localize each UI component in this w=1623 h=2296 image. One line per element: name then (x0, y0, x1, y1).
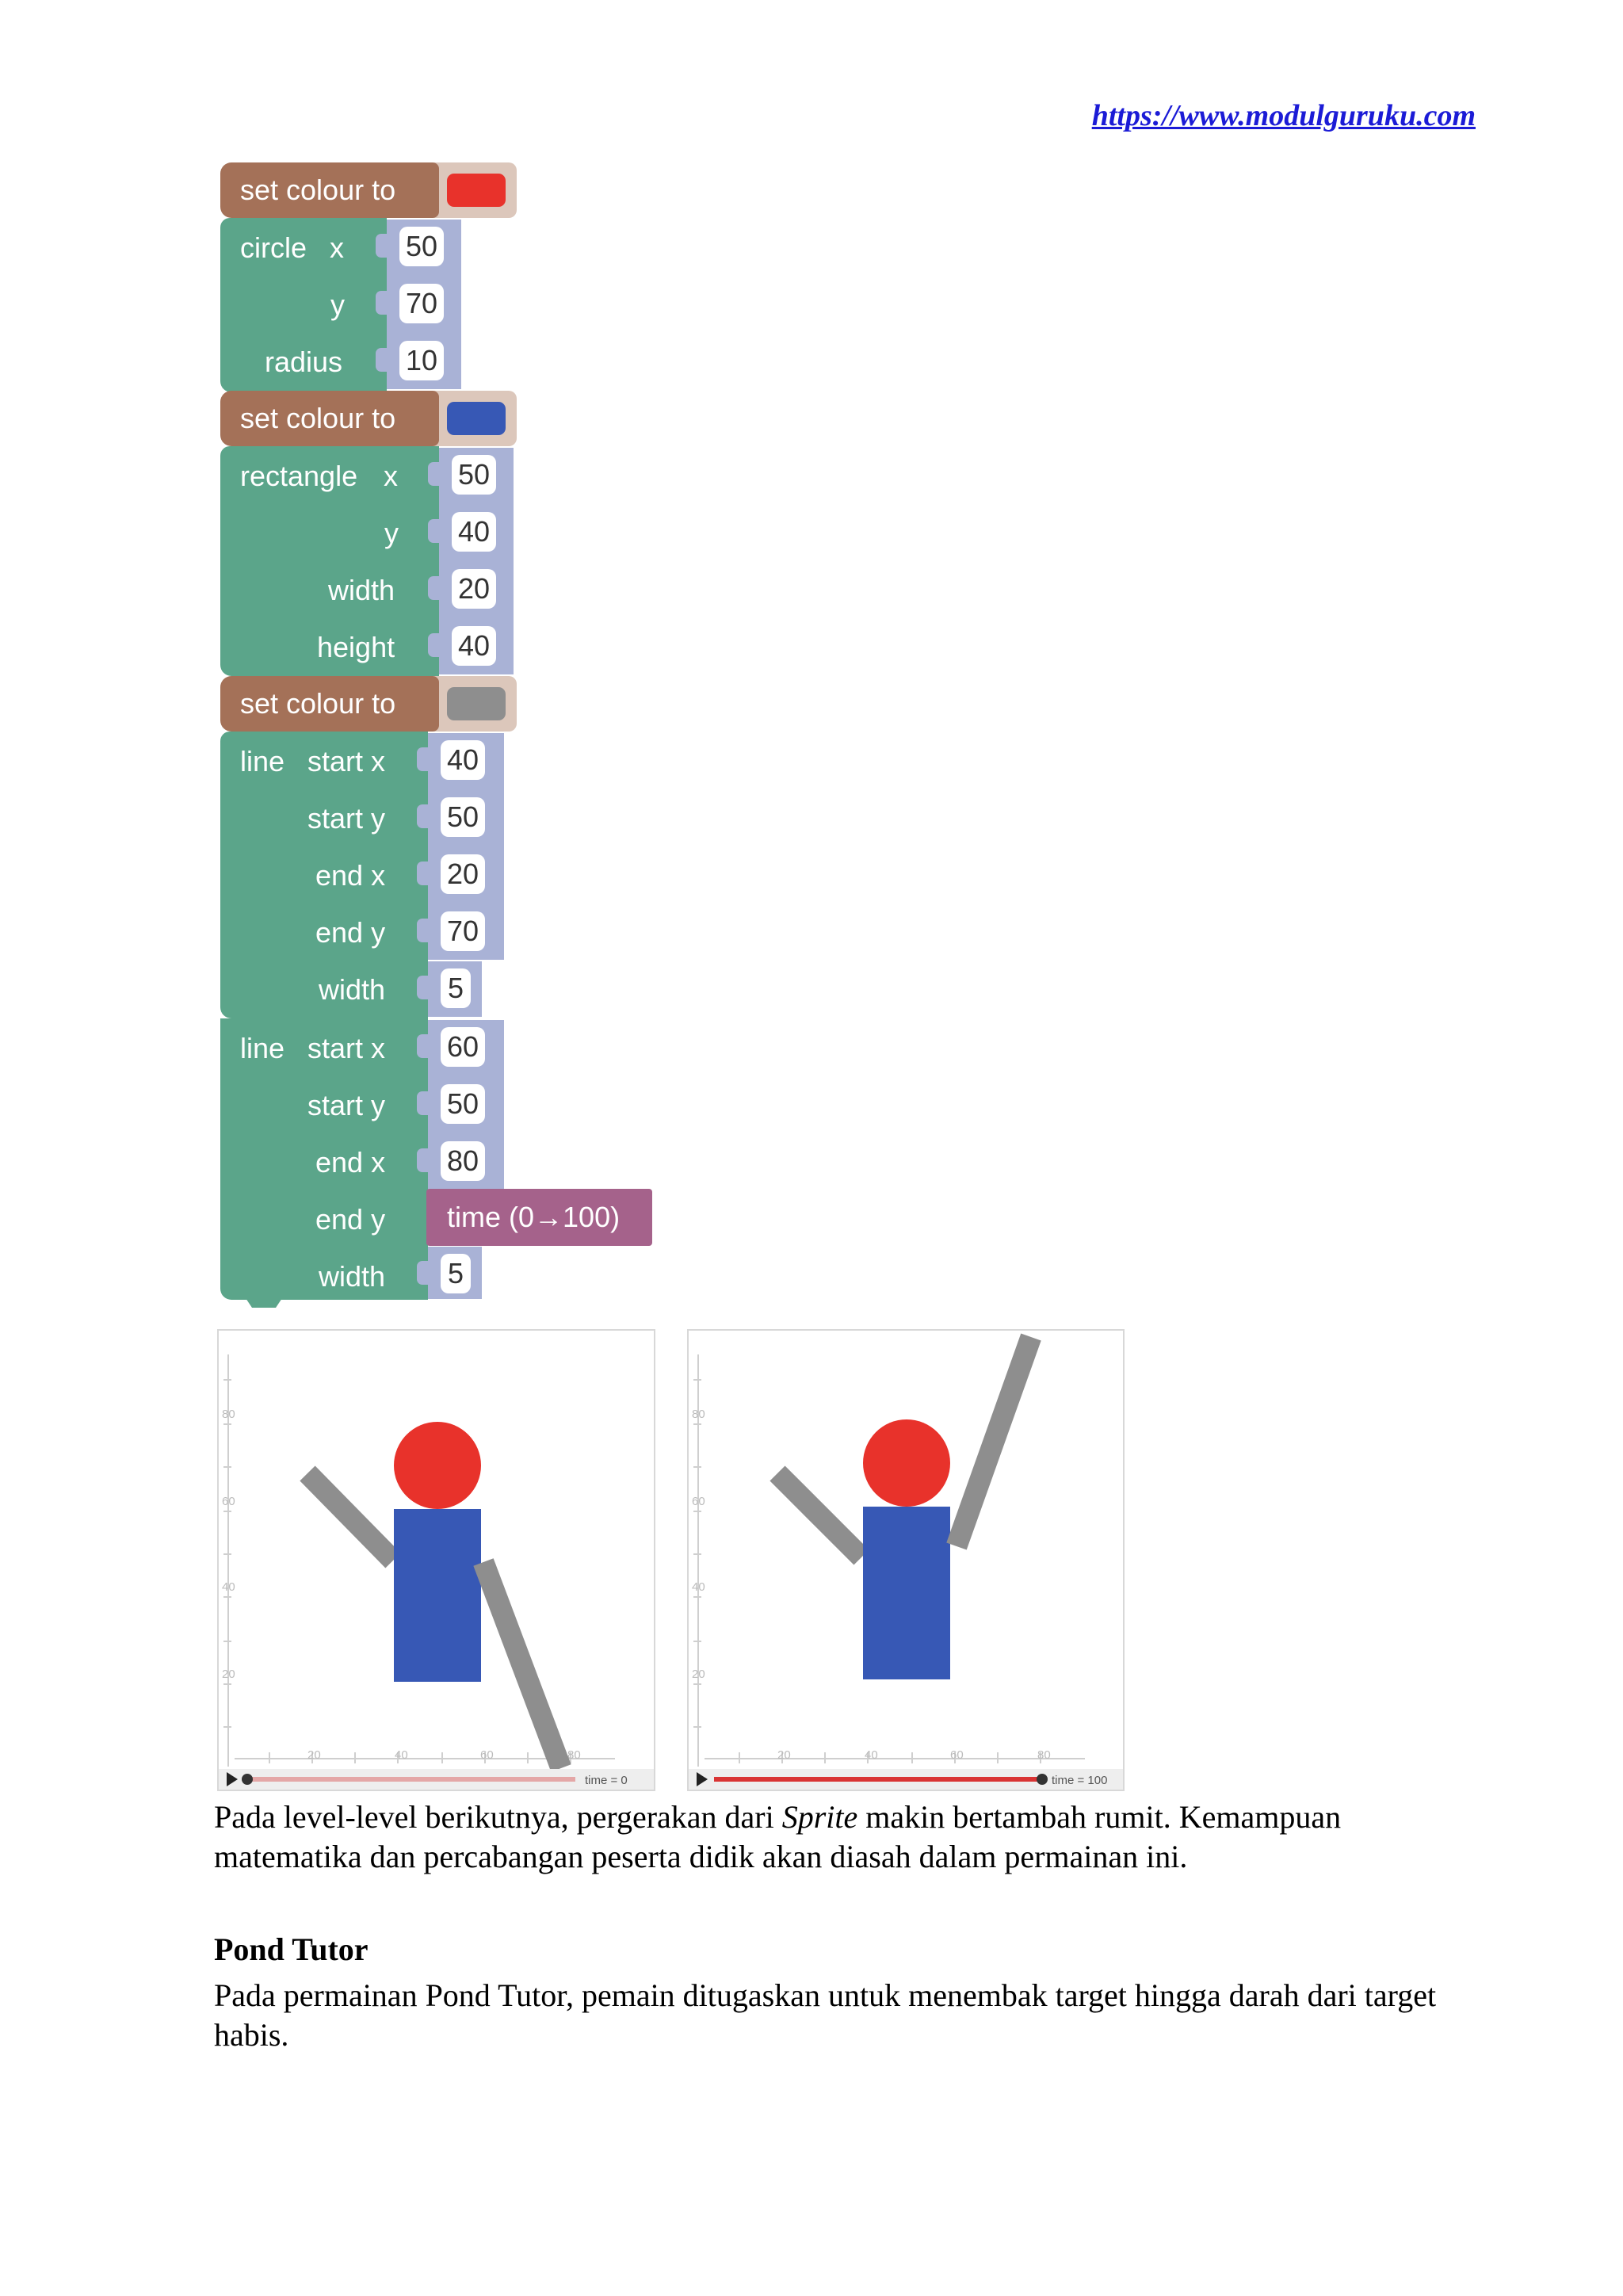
x-tick-label: 40 (395, 1748, 408, 1762)
preview-canvas-time-0 (217, 1329, 655, 1791)
socket-tab (417, 747, 428, 771)
param-label-start-x: start x (307, 1032, 386, 1064)
set-colour-label: set colour to (240, 687, 396, 720)
colour-socket-2 (434, 391, 517, 446)
line1-end-y-input[interactable]: 70 (441, 911, 485, 951)
socket-tab (376, 234, 387, 258)
colour-socket-1 (434, 162, 517, 218)
set-colour-label: set colour to (240, 174, 396, 206)
paragraph-sprite (214, 1797, 1450, 1877)
param-label-width: width (319, 973, 386, 1006)
left-arm-line (777, 1473, 861, 1557)
param-label-x: x (384, 460, 398, 492)
socket-tab (417, 1091, 428, 1115)
socket-tab (417, 804, 428, 828)
y-tick-label: 20 (692, 1668, 705, 1681)
socket-tab (417, 976, 428, 999)
line1-start-y-input[interactable]: 50 (441, 797, 485, 837)
circle-y-input[interactable]: 70 (399, 284, 444, 323)
rectangle-label: rectangle (240, 460, 358, 492)
header-url-link[interactable]: https://www.modulguruku.com (1091, 99, 1476, 132)
x-tick-label: 60 (950, 1748, 964, 1762)
head-circle (863, 1419, 950, 1507)
param-label-height: height (317, 631, 395, 663)
section-heading: Pond Tutor (214, 1931, 369, 1967)
line1-width-input[interactable]: 5 (441, 968, 471, 1008)
x-tick-label: 60 (480, 1748, 494, 1762)
param-label-y: y (330, 288, 345, 321)
socket-tab (417, 1148, 428, 1172)
param-label-start-x: start x (307, 745, 386, 777)
sprite-italic-term: Sprite (781, 1799, 858, 1835)
param-label-end-x: end x (315, 1146, 386, 1179)
set-colour-block-1[interactable] (220, 162, 439, 218)
time-variable-label: time (0→100) (447, 1201, 621, 1233)
rectangle-y-input[interactable]: 40 (452, 512, 496, 552)
line-block-2[interactable] (220, 1018, 428, 1300)
line1-start-x-input[interactable]: 40 (441, 740, 485, 780)
line2-end-x-input[interactable]: 80 (441, 1141, 485, 1181)
line2-start-y-input[interactable]: 50 (441, 1084, 485, 1124)
param-label-radius: radius (265, 346, 343, 378)
time-readout: time = 100 (1052, 1774, 1108, 1787)
body-rectangle (863, 1507, 950, 1679)
param-label-width: width (328, 574, 395, 606)
x-tick-label: 20 (777, 1748, 791, 1762)
x-tick-label: 20 (307, 1748, 321, 1762)
right-arm-line (957, 1337, 1031, 1546)
socket-tab (428, 576, 439, 600)
x-tick-label: 40 (865, 1748, 878, 1762)
param-label-x: x (330, 231, 344, 264)
y-tick-label: 20 (222, 1668, 235, 1681)
set-colour-block-2[interactable] (220, 391, 439, 446)
line-block-1[interactable] (220, 732, 428, 1018)
rectangle-height-input[interactable]: 40 (452, 626, 496, 666)
param-label-end-x: end x (315, 859, 386, 892)
socket-tab (376, 291, 387, 315)
block-bottom-notch (246, 1298, 282, 1309)
param-label-end-y: end y (315, 1203, 386, 1236)
circle-radius-input[interactable]: 10 (399, 341, 444, 380)
y-tick-label: 40 (222, 1580, 235, 1594)
paragraph-text: Pada level-level berikutnya, pergerakan dari (214, 1799, 782, 1835)
x-tick-label: 80 (567, 1748, 581, 1762)
left-arm-line (307, 1473, 393, 1561)
set-colour-label: set colour to (240, 402, 396, 434)
rectangle-width-input[interactable]: 20 (452, 569, 496, 609)
paragraph-text: makin bertambah rumit. Kemampuan matematika dan percabangan peserta didik akan diasah dalam permainan ini. (214, 1799, 1342, 1874)
time-readout: time = 0 (585, 1774, 628, 1787)
time-slider-handle[interactable] (1037, 1774, 1048, 1785)
socket-tab (428, 519, 439, 543)
line2-width-input[interactable]: 5 (441, 1254, 471, 1293)
paragraph-pond-tutor: Pada permainan Pond Tutor, pemain ditugaskan untuk menembak target hingga darah dari target habis. (214, 1977, 1437, 2053)
circle-x-input[interactable]: 50 (399, 227, 444, 266)
circle-block[interactable] (220, 218, 387, 392)
body-rectangle (394, 1509, 481, 1682)
y-tick-label: 80 (222, 1408, 235, 1421)
preview-drawing (689, 1331, 1125, 1791)
param-label-start-y: start y (307, 802, 386, 835)
y-tick-label: 40 (692, 1580, 705, 1594)
y-tick-label: 60 (222, 1495, 235, 1508)
param-label-end-y: end y (315, 916, 386, 949)
time-variable-block[interactable] (426, 1189, 652, 1246)
socket-tab (417, 861, 428, 885)
socket-tab (417, 1261, 428, 1285)
preview-canvas-time-100 (687, 1329, 1125, 1791)
y-tick-label: 60 (692, 1495, 705, 1508)
param-label-start-y: start y (307, 1089, 386, 1121)
colour-socket-3 (434, 676, 517, 732)
colour-swatch-grey[interactable] (447, 687, 506, 720)
param-label-width: width (319, 1260, 386, 1293)
line-label: line (240, 745, 285, 777)
socket-tab (417, 919, 428, 942)
preview-drawing (219, 1331, 655, 1791)
time-slider-handle[interactable] (242, 1774, 253, 1785)
param-label-y: y (384, 517, 399, 549)
socket-tab (417, 1034, 428, 1058)
line2-start-x-input[interactable]: 60 (441, 1027, 485, 1067)
right-arm-line (483, 1562, 561, 1768)
socket-tab (428, 633, 439, 657)
rectangle-block[interactable] (220, 446, 439, 676)
set-colour-block-3[interactable] (220, 676, 439, 732)
rectangle-x-input[interactable]: 50 (452, 455, 496, 495)
head-circle (394, 1422, 481, 1509)
socket-tab (428, 462, 439, 486)
colour-swatch-red[interactable] (447, 174, 506, 207)
x-tick-label: 80 (1037, 1748, 1051, 1762)
line-label: line (240, 1032, 285, 1064)
colour-swatch-blue[interactable] (447, 402, 506, 435)
line1-end-x-input[interactable]: 20 (441, 854, 485, 894)
circle-label: circle (240, 231, 307, 264)
y-tick-label: 80 (692, 1408, 705, 1421)
socket-tab (376, 348, 387, 372)
